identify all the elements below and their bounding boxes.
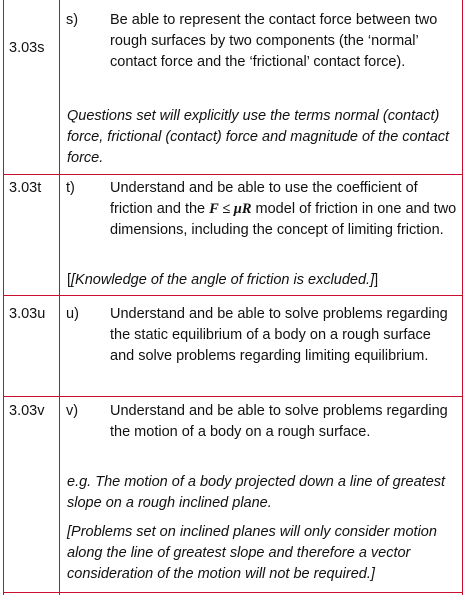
spec-letter: t) (66, 180, 75, 196)
spec-description (110, 178, 458, 241)
spec-guidance-note: Questions set will explicitly use the terms normal (contact) force, frictional (contact) force and magnitude of the contact force. (67, 108, 450, 166)
spec-guidance-note: [Problems set on inclined planes will only consider motion along the line of greatest slope and therefore a vector consideration of the motion will not be required.] (67, 524, 437, 582)
spec-description: Understand and be able to solve problems regarding the motion of a body on a rough surface. (110, 403, 448, 440)
column-divider-code (59, 0, 60, 595)
spec-example-note: e.g. The motion of a body projected down a line of greatest slope on a rough inclined plane. (67, 474, 446, 511)
spec-code: 3.03u (9, 306, 46, 322)
row-divider-s-t (3, 174, 463, 175)
description-text-end: model of friction in one and two dimensions, including the concept of limiting friction. (110, 201, 457, 238)
table-border-bottom (3, 592, 463, 593)
spec-description: Be able to represent the contact force between two rough surfaces by two components (the ‘normal’ contact force and the ‘frictional’ contact force). (110, 12, 438, 70)
spec-code: 3.03s (9, 40, 45, 56)
spec-code: 3.03t (9, 180, 42, 196)
spec-description: Understand and be able to solve problems regarding the static equilibrium of a body on a rough surface and solve problems regarding limiting equilibrium. (110, 306, 448, 364)
description-text-start: Understand and be able to use the coefficient of friction and the (110, 180, 418, 217)
spec-letter: u) (66, 306, 79, 322)
spec-code: 3.03v (9, 403, 45, 419)
spec-exclusion-note: [[Knowledge of the angle of friction is excluded.]] (67, 272, 379, 288)
row-divider-u-v (3, 396, 463, 397)
row-divider-t-u (3, 295, 463, 296)
spec-letter: s) (66, 12, 79, 28)
spec-letter: v) (66, 403, 79, 419)
table-border-right (462, 0, 463, 595)
friction-formula: F ≤ μR (209, 201, 252, 217)
table-border-left (3, 0, 4, 595)
